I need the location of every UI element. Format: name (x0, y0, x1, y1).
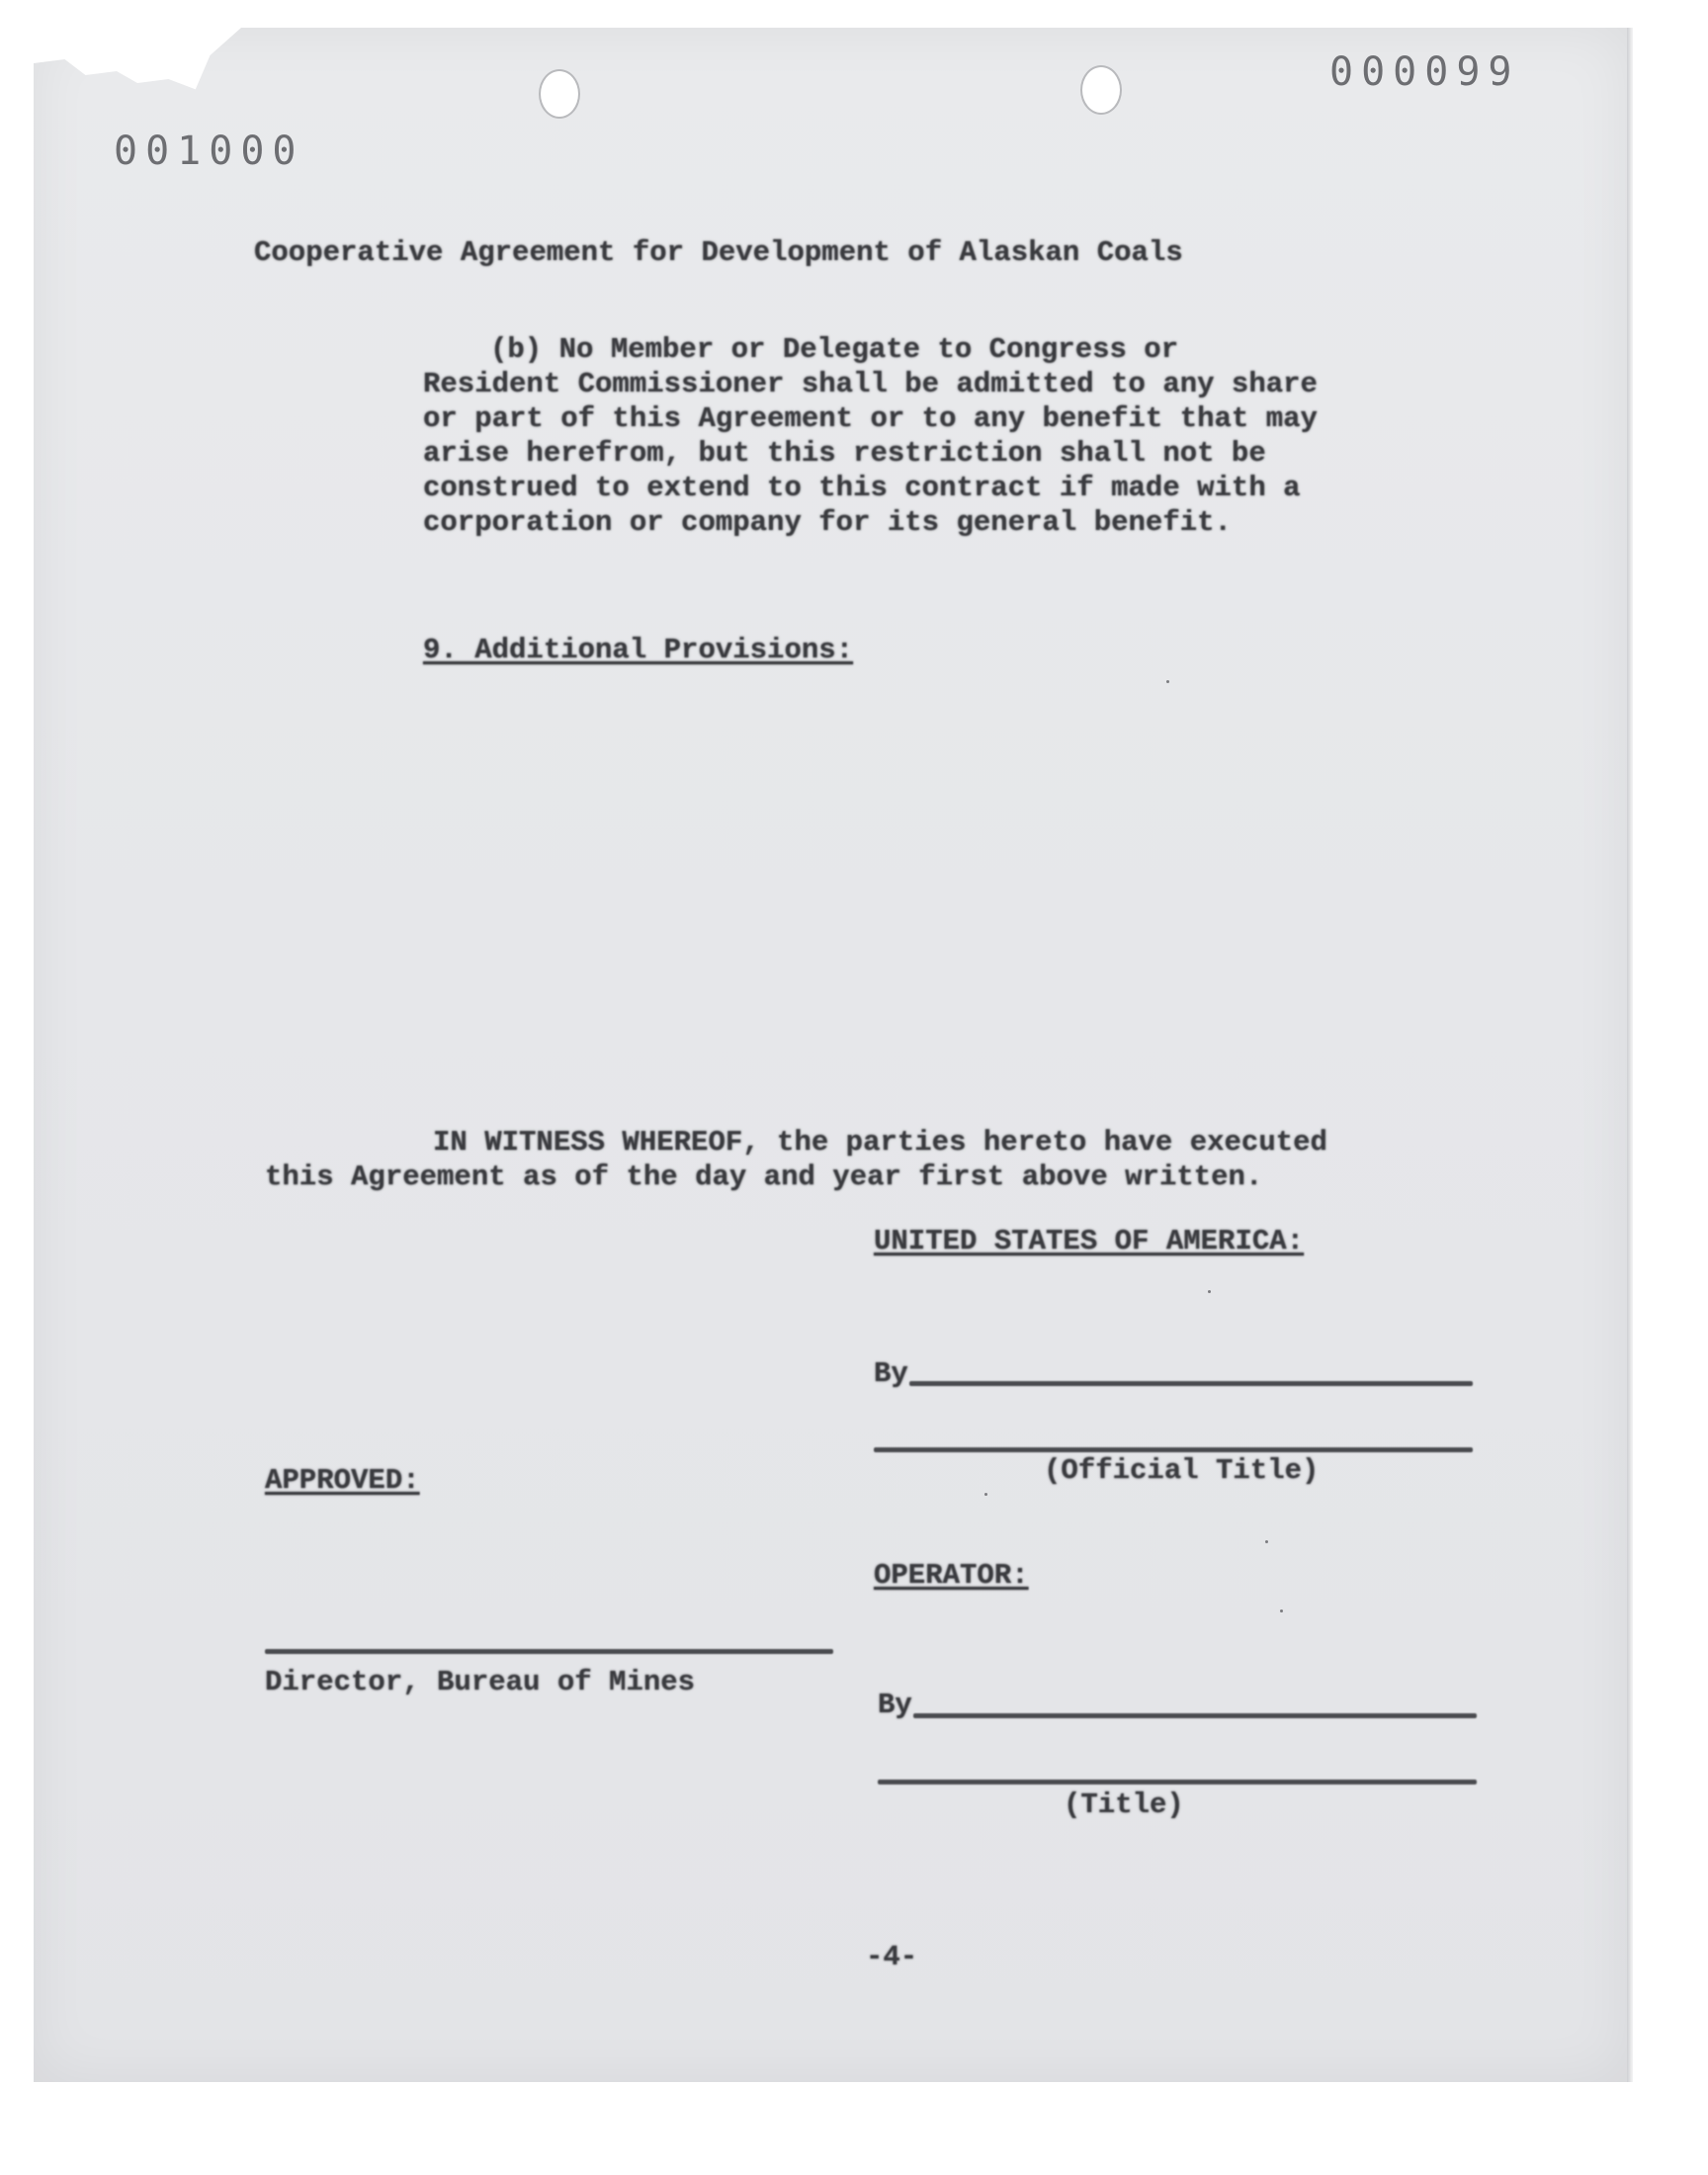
by-label-operator: By (878, 1689, 912, 1721)
paper-speck (984, 1493, 987, 1496)
punch-hole-right (1080, 65, 1122, 115)
approved-label: APPROVED: (265, 1464, 420, 1497)
signature-line-usa (909, 1381, 1473, 1386)
title-label: (Title) (1064, 1788, 1184, 1821)
operator-label: OPERATOR: (874, 1559, 1029, 1592)
section-9-heading: 9. Additional Provisions: (423, 634, 854, 666)
stamp-number-left: 001000 (114, 129, 304, 174)
official-title-line (874, 1447, 1473, 1452)
signature-line-operator (913, 1713, 1477, 1718)
paper-speck (1208, 1290, 1211, 1293)
paper-speck (1265, 1540, 1268, 1543)
page-edge (1627, 28, 1633, 2082)
director-signature-line (265, 1649, 833, 1654)
paper-speck (1166, 680, 1169, 683)
page-number: -4- (866, 1941, 918, 1973)
document-heading: Cooperative Agreement for Development of Alaskan Coals (254, 236, 1183, 269)
title-line (878, 1780, 1477, 1784)
stamp-number-right: 000099 (1329, 49, 1520, 95)
official-title-label: (Official Title) (1044, 1454, 1320, 1487)
director-label: Director, Bureau of Mines (265, 1666, 696, 1698)
witness-clause: IN WITNESS WHEREOF, the parties hereto have executed this Agreement as of the day and year first above written. (265, 1126, 1327, 1193)
punch-hole-left (539, 69, 580, 119)
paragraph-b: (b) No Member or Delegate to Congress or Resident Commissioner shall be admitted to any share or part of this Agreement or to any benefit that may arise herefrom, but this restriction shall not be construed to extend to this contract if made with a corporation or company for its general benefit. (423, 333, 1318, 539)
party-usa-label: UNITED STATES OF AMERICA: (874, 1225, 1305, 1258)
by-label-usa: By (874, 1357, 908, 1390)
paper-speck (1280, 1610, 1283, 1612)
